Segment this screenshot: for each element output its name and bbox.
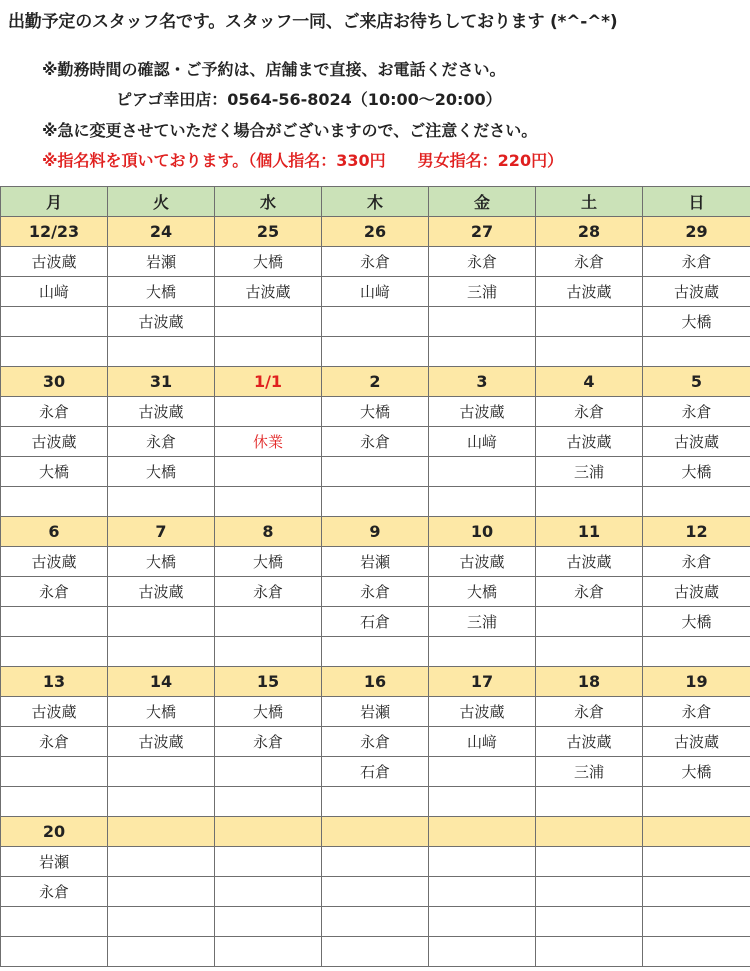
staff-cell bbox=[429, 937, 536, 967]
staff-cell: 三浦 bbox=[429, 607, 536, 637]
staff-row bbox=[1, 937, 750, 967]
staff-cell bbox=[108, 847, 215, 877]
staff-row bbox=[1, 907, 750, 937]
date-cell: 3 bbox=[429, 367, 536, 397]
staff-cell bbox=[643, 637, 750, 667]
date-row bbox=[1, 217, 750, 247]
staff-cell: 古波蔵 bbox=[643, 277, 750, 307]
staff-cell bbox=[215, 397, 322, 427]
staff-row bbox=[1, 247, 750, 277]
staff-cell bbox=[215, 787, 322, 817]
date-cell bbox=[215, 817, 322, 847]
staff-cell bbox=[108, 607, 215, 637]
date-cell: 20 bbox=[1, 817, 108, 847]
staff-cell bbox=[429, 787, 536, 817]
staff-cell bbox=[215, 907, 322, 937]
staff-cell bbox=[429, 457, 536, 487]
date-cell bbox=[322, 817, 429, 847]
staff-cell: 永倉 bbox=[643, 247, 750, 277]
staff-cell bbox=[108, 787, 215, 817]
weekday-header-row bbox=[1, 187, 750, 217]
staff-cell bbox=[536, 637, 643, 667]
weekday-cell: 水 bbox=[215, 187, 322, 217]
staff-row bbox=[1, 277, 750, 307]
staff-cell bbox=[536, 607, 643, 637]
staff-cell bbox=[322, 307, 429, 337]
staff-cell: 休業 bbox=[215, 427, 322, 457]
staff-cell: 三浦 bbox=[536, 757, 643, 787]
staff-cell: 大橋 bbox=[643, 757, 750, 787]
staff-row bbox=[1, 547, 750, 577]
staff-cell: 古波蔵 bbox=[1, 547, 108, 577]
staff-cell: 山﨑 bbox=[1, 277, 108, 307]
date-cell: 6 bbox=[1, 517, 108, 547]
staff-row bbox=[1, 637, 750, 667]
staff-cell bbox=[108, 757, 215, 787]
staff-cell: 永倉 bbox=[536, 397, 643, 427]
staff-cell bbox=[643, 487, 750, 517]
staff-cell: 岩瀬 bbox=[108, 247, 215, 277]
date-row bbox=[1, 667, 750, 697]
staff-cell bbox=[322, 907, 429, 937]
staff-cell bbox=[215, 457, 322, 487]
staff-row bbox=[1, 877, 750, 907]
staff-cell bbox=[1, 307, 108, 337]
staff-cell bbox=[536, 877, 643, 907]
staff-cell bbox=[322, 487, 429, 517]
staff-cell: 永倉 bbox=[215, 577, 322, 607]
staff-cell bbox=[536, 307, 643, 337]
date-cell: 24 bbox=[108, 217, 215, 247]
staff-cell: 大橋 bbox=[215, 697, 322, 727]
staff-row bbox=[1, 397, 750, 427]
staff-cell bbox=[215, 337, 322, 367]
staff-cell: 古波蔵 bbox=[108, 577, 215, 607]
staff-cell bbox=[429, 847, 536, 877]
staff-cell bbox=[1, 937, 108, 967]
staff-cell bbox=[429, 757, 536, 787]
staff-cell: 永倉 bbox=[429, 247, 536, 277]
date-cell: 11 bbox=[536, 517, 643, 547]
weekday-cell: 土 bbox=[536, 187, 643, 217]
date-cell: 19 bbox=[643, 667, 750, 697]
staff-cell: 古波蔵 bbox=[536, 427, 643, 457]
staff-cell bbox=[322, 877, 429, 907]
staff-cell bbox=[322, 937, 429, 967]
staff-cell bbox=[1, 337, 108, 367]
staff-cell: 古波蔵 bbox=[643, 427, 750, 457]
date-cell: 18 bbox=[536, 667, 643, 697]
staff-row bbox=[1, 727, 750, 757]
date-cell bbox=[643, 817, 750, 847]
date-cell: 10 bbox=[429, 517, 536, 547]
date-cell: 28 bbox=[536, 217, 643, 247]
staff-cell bbox=[215, 307, 322, 337]
date-cell: 29 bbox=[643, 217, 750, 247]
staff-cell: 三浦 bbox=[536, 457, 643, 487]
staff-cell bbox=[215, 607, 322, 637]
staff-cell bbox=[1, 637, 108, 667]
staff-cell bbox=[108, 937, 215, 967]
date-row bbox=[1, 517, 750, 547]
date-cell: 2 bbox=[322, 367, 429, 397]
staff-cell: 三浦 bbox=[429, 277, 536, 307]
staff-cell: 古波蔵 bbox=[429, 397, 536, 427]
staff-cell: 大橋 bbox=[643, 457, 750, 487]
staff-cell: 永倉 bbox=[536, 697, 643, 727]
staff-cell: 永倉 bbox=[643, 397, 750, 427]
date-cell: 30 bbox=[1, 367, 108, 397]
date-cell: 26 bbox=[322, 217, 429, 247]
staff-cell bbox=[215, 847, 322, 877]
staff-cell bbox=[1, 487, 108, 517]
staff-cell: 大橋 bbox=[108, 697, 215, 727]
date-cell bbox=[429, 817, 536, 847]
notice-change-warning: ※急に変更させていただく場合がございますので、ご注意ください。 bbox=[42, 121, 538, 140]
staff-cell bbox=[1, 907, 108, 937]
staff-cell bbox=[643, 337, 750, 367]
staff-row bbox=[1, 427, 750, 457]
weekday-cell: 火 bbox=[108, 187, 215, 217]
staff-cell: 古波蔵 bbox=[1, 427, 108, 457]
staff-cell bbox=[215, 937, 322, 967]
date-cell: 13 bbox=[1, 667, 108, 697]
staff-cell bbox=[215, 877, 322, 907]
date-cell: 31 bbox=[108, 367, 215, 397]
date-cell: 5 bbox=[643, 367, 750, 397]
staff-cell: 大橋 bbox=[215, 247, 322, 277]
staff-row bbox=[1, 337, 750, 367]
date-cell: 25 bbox=[215, 217, 322, 247]
staff-cell bbox=[429, 907, 536, 937]
date-cell: 12/23 bbox=[1, 217, 108, 247]
staff-cell: 永倉 bbox=[1, 577, 108, 607]
staff-row bbox=[1, 787, 750, 817]
staff-cell: 永倉 bbox=[215, 727, 322, 757]
staff-cell bbox=[643, 907, 750, 937]
staff-cell: 古波蔵 bbox=[536, 277, 643, 307]
staff-cell: 石倉 bbox=[322, 757, 429, 787]
notice-nomination-fee: ※指名料を頂いております。（個人指名：330円 男女指名：220円） bbox=[42, 151, 564, 170]
staff-cell bbox=[108, 337, 215, 367]
staff-cell bbox=[215, 637, 322, 667]
staff-cell bbox=[322, 337, 429, 367]
staff-cell bbox=[643, 937, 750, 967]
staff-cell: 古波蔵 bbox=[536, 547, 643, 577]
date-cell: 8 bbox=[215, 517, 322, 547]
staff-cell: 古波蔵 bbox=[536, 727, 643, 757]
staff-cell bbox=[643, 877, 750, 907]
staff-cell bbox=[215, 487, 322, 517]
staff-cell bbox=[536, 937, 643, 967]
notice-reservation: ※勤務時間の確認・ご予約は、店舗まで直接、お電話ください。 bbox=[42, 60, 506, 79]
staff-cell bbox=[108, 907, 215, 937]
staff-cell: 大橋 bbox=[108, 457, 215, 487]
weekday-cell: 日 bbox=[643, 187, 750, 217]
staff-cell: 大橋 bbox=[108, 277, 215, 307]
staff-cell: 山﨑 bbox=[322, 277, 429, 307]
date-row bbox=[1, 817, 750, 847]
staff-row bbox=[1, 457, 750, 487]
staff-cell bbox=[536, 847, 643, 877]
staff-cell bbox=[1, 757, 108, 787]
date-cell bbox=[536, 817, 643, 847]
staff-cell bbox=[108, 637, 215, 667]
staff-cell: 永倉 bbox=[1, 877, 108, 907]
staff-cell: 永倉 bbox=[536, 247, 643, 277]
staff-cell: 古波蔵 bbox=[108, 307, 215, 337]
weekday-cell: 木 bbox=[322, 187, 429, 217]
staff-cell: 永倉 bbox=[1, 397, 108, 427]
date-cell: 9 bbox=[322, 517, 429, 547]
staff-cell: 永倉 bbox=[322, 577, 429, 607]
staff-row bbox=[1, 607, 750, 637]
weekday-cell: 月 bbox=[1, 187, 108, 217]
date-row bbox=[1, 367, 750, 397]
staff-cell: 永倉 bbox=[536, 577, 643, 607]
date-cell: 1/1 bbox=[215, 367, 322, 397]
staff-cell bbox=[643, 787, 750, 817]
staff-row bbox=[1, 847, 750, 877]
staff-cell: 古波蔵 bbox=[429, 547, 536, 577]
staff-cell bbox=[536, 907, 643, 937]
notice-header bbox=[0, 0, 750, 186]
staff-cell bbox=[429, 637, 536, 667]
date-cell: 16 bbox=[322, 667, 429, 697]
date-cell: 12 bbox=[643, 517, 750, 547]
staff-cell bbox=[643, 847, 750, 877]
staff-cell: 岩瀬 bbox=[322, 697, 429, 727]
staff-cell bbox=[429, 337, 536, 367]
staff-cell: 大橋 bbox=[322, 397, 429, 427]
staff-row bbox=[1, 757, 750, 787]
date-cell: 17 bbox=[429, 667, 536, 697]
staff-cell: 大橋 bbox=[108, 547, 215, 577]
staff-cell: 岩瀬 bbox=[1, 847, 108, 877]
staff-cell: 永倉 bbox=[1, 727, 108, 757]
staff-row bbox=[1, 487, 750, 517]
staff-row bbox=[1, 697, 750, 727]
staff-cell bbox=[536, 487, 643, 517]
staff-cell: 石倉 bbox=[322, 607, 429, 637]
staff-cell: 大橋 bbox=[215, 547, 322, 577]
staff-cell: 古波蔵 bbox=[643, 727, 750, 757]
staff-cell bbox=[429, 307, 536, 337]
staff-cell: 古波蔵 bbox=[215, 277, 322, 307]
staff-cell: 永倉 bbox=[643, 697, 750, 727]
staff-cell: 古波蔵 bbox=[429, 697, 536, 727]
date-cell bbox=[108, 817, 215, 847]
weekday-cell: 金 bbox=[429, 187, 536, 217]
staff-row bbox=[1, 307, 750, 337]
date-cell: 27 bbox=[429, 217, 536, 247]
date-cell: 7 bbox=[108, 517, 215, 547]
staff-cell: 永倉 bbox=[108, 427, 215, 457]
staff-cell bbox=[536, 787, 643, 817]
staff-cell: 大橋 bbox=[429, 577, 536, 607]
staff-cell bbox=[1, 607, 108, 637]
staff-cell bbox=[215, 757, 322, 787]
staff-cell bbox=[1, 787, 108, 817]
staff-cell: 古波蔵 bbox=[108, 727, 215, 757]
date-cell: 15 bbox=[215, 667, 322, 697]
staff-row bbox=[1, 577, 750, 607]
staff-cell: 大橋 bbox=[1, 457, 108, 487]
staff-cell: 古波蔵 bbox=[1, 697, 108, 727]
notice-store-phone: ピアゴ幸田店：0564-56-8024（10:00～20:00） bbox=[116, 90, 502, 109]
staff-cell bbox=[536, 337, 643, 367]
page-title: 出勤予定のスタッフ名です。スタッフ一同、ご来店お待ちしております (*^-^*) bbox=[8, 12, 618, 32]
staff-cell: 大橋 bbox=[643, 607, 750, 637]
staff-cell bbox=[108, 877, 215, 907]
staff-cell bbox=[322, 787, 429, 817]
staff-cell bbox=[322, 457, 429, 487]
staff-cell: 永倉 bbox=[322, 727, 429, 757]
staff-cell: 山﨑 bbox=[429, 727, 536, 757]
staff-cell: 永倉 bbox=[322, 247, 429, 277]
staff-cell: 古波蔵 bbox=[108, 397, 215, 427]
staff-cell bbox=[322, 847, 429, 877]
staff-cell: 古波蔵 bbox=[643, 577, 750, 607]
staff-cell bbox=[322, 637, 429, 667]
staff-schedule-table bbox=[0, 186, 750, 967]
staff-cell bbox=[429, 487, 536, 517]
staff-cell: 永倉 bbox=[322, 427, 429, 457]
staff-cell: 永倉 bbox=[643, 547, 750, 577]
date-cell: 14 bbox=[108, 667, 215, 697]
staff-cell bbox=[108, 487, 215, 517]
staff-cell: 岩瀬 bbox=[322, 547, 429, 577]
staff-cell bbox=[429, 877, 536, 907]
staff-cell: 古波蔵 bbox=[1, 247, 108, 277]
date-cell: 4 bbox=[536, 367, 643, 397]
staff-cell: 山﨑 bbox=[429, 427, 536, 457]
staff-cell: 大橋 bbox=[643, 307, 750, 337]
